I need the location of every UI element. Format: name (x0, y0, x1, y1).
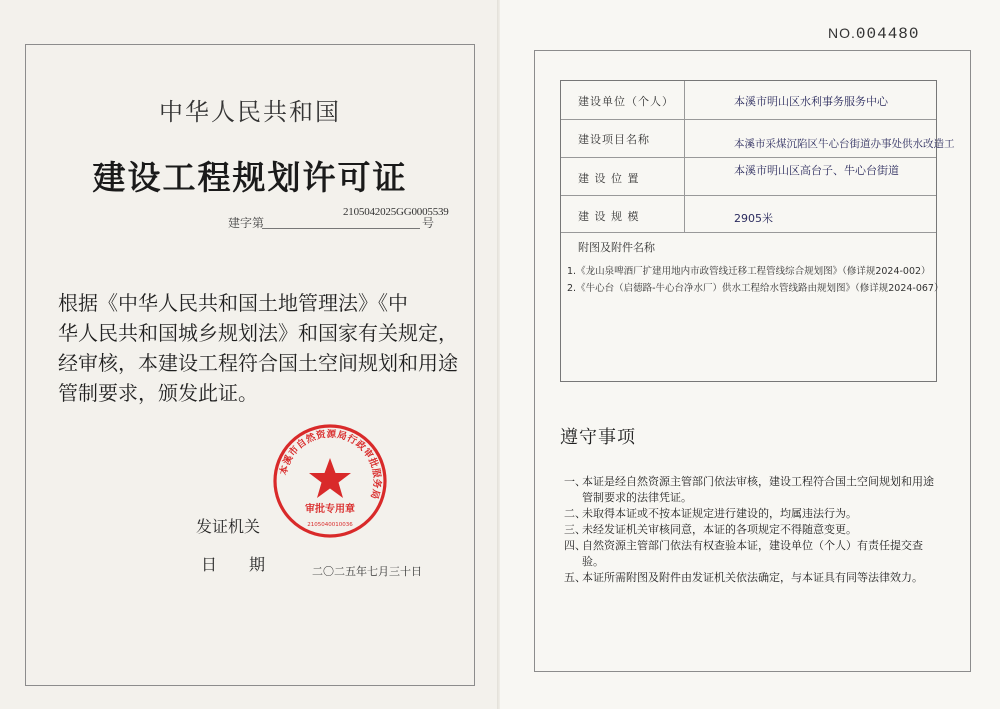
country-name: 中华人民共和国 (159, 98, 341, 126)
table-row (561, 81, 936, 120)
row-label: 建 设 位 置 (578, 172, 640, 185)
certificate-title: 建设工程规划许可证 (92, 158, 408, 197)
permit-number: 2105042025GG0005539 (343, 206, 449, 218)
seal-star-icon (309, 458, 351, 498)
row-label: 建设项目名称 (578, 133, 650, 146)
official-seal (272, 423, 388, 539)
notice-number: 五、 (564, 571, 586, 584)
row-value: 本溪市明山区水利事务服务中心 (734, 95, 888, 108)
notice-title: 遵守事项 (560, 427, 636, 448)
attachment-item: 2.《牛心台（启德路-牛心台净水厂）供水工程给水管线路由规划图》（修详规2024-067） (567, 283, 944, 294)
row-value: 本溪市采煤沉陷区牛心台街道办事处供水改造工 (734, 138, 955, 150)
row-label: 建 设 规 模 (578, 210, 640, 223)
notice-item (564, 522, 944, 538)
notice-item (564, 506, 944, 522)
notice-number: 三、 (564, 523, 586, 536)
notice-text: 未取得本证或不按本证规定进行建设的，均属违法行为。 (582, 507, 857, 520)
notice-item (564, 474, 944, 506)
notice-text: 未经发证机关审核同意，本证的各项规定不得随意变更。 (582, 523, 857, 536)
notice-item (564, 570, 944, 586)
body-line: 管制要求，颁发此证。 (58, 381, 258, 405)
certificate-body (58, 288, 458, 408)
notice-list (564, 474, 944, 586)
issue-date-label: 日 期 (201, 555, 266, 574)
notice-text: 本证所需附图及附件由发证机关依法确定，与本证具有同等法律效力。 (582, 571, 923, 584)
project-info-table (560, 80, 955, 382)
attachments-title: 附图及附件名称 (578, 241, 655, 254)
permit-suffix: 号 (422, 216, 435, 230)
seal-bottom-code: 2105040010036 (307, 522, 353, 528)
seal-center-text: 审批专用章 (305, 504, 355, 515)
body-line: 根据《中华人民共和国土地管理法》《中 (58, 291, 408, 315)
serial-number (828, 25, 920, 43)
serial-label: NO. (828, 25, 856, 41)
seal-ring-text: 本溪市自然资源局行政审批服务局 (278, 428, 383, 501)
table-row (561, 158, 936, 196)
notice-number: 一、 (564, 475, 586, 488)
attachment-item: 1.《龙山泉啤酒厂扩建用地内市政管线迁移工程管线综合规划图》（修详规2024-002） (567, 266, 931, 277)
permit-number-line (262, 228, 420, 229)
notice-text: 本证是经自然资源主管部门依法审核，建设工程符合国土空间规划和用途管制要求的法律凭证。 (582, 475, 934, 504)
issue-date-value: 二〇二五年七月三十日 (312, 566, 422, 578)
body-line: 华人民共和国城乡规划法》和国家有关规定， (58, 321, 458, 345)
table-row (561, 196, 936, 233)
issuing-authority-label: 发证机关 (196, 517, 261, 536)
body-line: 经审核，本建设工程符合国土空间规划和用途 (58, 351, 458, 375)
permit-prefix: 建字第 (228, 216, 265, 230)
notice-number: 四、 (564, 539, 586, 552)
row-value: 本溪市明山区高台子、牛心台街道 (734, 164, 899, 177)
serial-value: 004480 (855, 25, 920, 43)
table-row (561, 120, 955, 158)
notice-text: 自然资源主管部门依法有权查验本证，建设单位（个人）有责任提交查验。 (582, 539, 923, 568)
row-label: 建设单位（个人） (578, 95, 674, 108)
notice-number: 二、 (564, 507, 586, 520)
notice-item (564, 538, 944, 570)
row-value: 2905米 (734, 212, 773, 225)
